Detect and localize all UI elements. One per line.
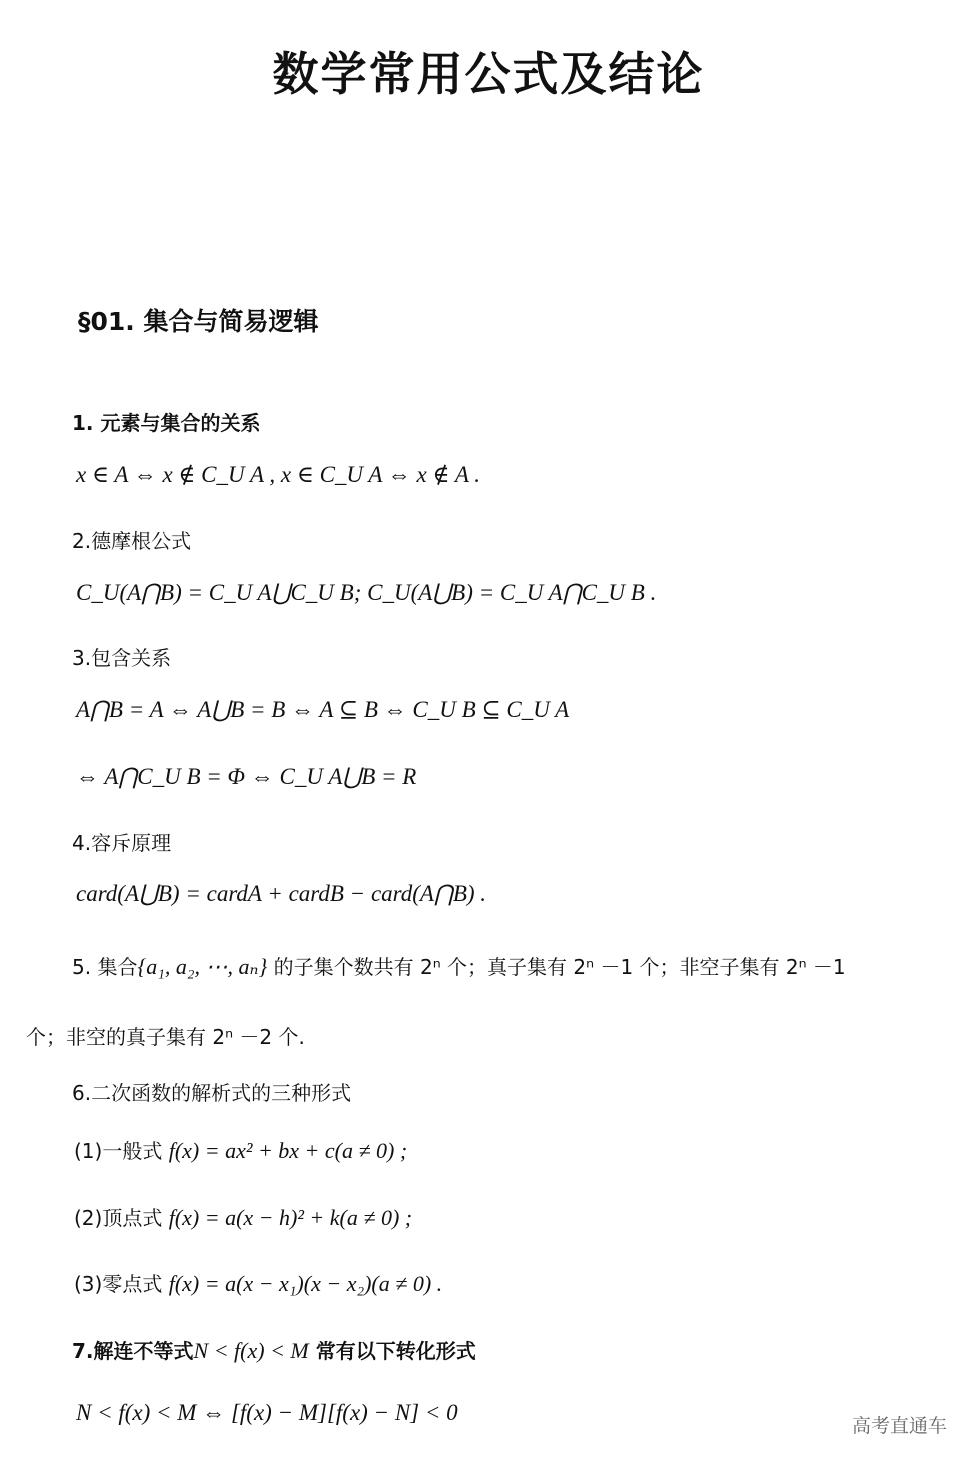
section-heading: §01. 集合与简易逻辑 — [78, 307, 319, 336]
item-5-text-b: 的子集个数共有 2ⁿ 个；真子集有 2ⁿ －1 个；非空子集有 2ⁿ －1 — [267, 955, 846, 979]
item-6-form-vertex-formula: f(x) = a(x − h)² + k(a ≠ 0) ; — [168, 1205, 413, 1230]
item-6-form-zeros-formula: f(x) = a(x − x₁)(x − x₂)(a ≠ 0) . — [168, 1271, 443, 1296]
item-3-formula: A⋂B = A ⇔ A⋃B = B ⇔ A ⊆ B ⇔ C_U B ⊆ C_U A — [76, 697, 570, 722]
item-2-heading: 2.德摩根公式 — [72, 529, 192, 553]
item-5-line-1 — [72, 951, 846, 980]
item-5-line-2: 个；非空的真子集有 2ⁿ －2 个. — [26, 1025, 305, 1049]
item-6-form-vertex — [74, 1202, 412, 1231]
item-1-heading: 1. 元素与集合的关系 — [72, 411, 261, 435]
item-6-form-vertex-label: (2)顶点式 — [74, 1206, 163, 1230]
item-6-form-general — [74, 1135, 407, 1164]
item-5-set-notation: {a₁, a₂, ⋯, aₙ} — [137, 954, 268, 979]
item-4-formula: card(A⋃B) = cardA + cardB − card(A⋂B) . — [76, 881, 487, 906]
item-5-text-a: 5. 集合 — [72, 955, 138, 979]
item-6-form-general-label: (1)一般式 — [74, 1139, 163, 1163]
item-7-heading — [72, 1335, 476, 1364]
item-3-formula-continued: ⇔ A⋂C_U B = Φ ⇔ C_U A⋃B = R — [76, 764, 417, 789]
item-3-heading: 3.包含关系 — [72, 646, 172, 670]
item-7-heading-a: 7.解连不等式 — [72, 1339, 194, 1363]
page-title: 数学常用公式及结论 — [272, 47, 705, 101]
item-6-heading: 6.二次函数的解析式的三种形式 — [72, 1081, 352, 1105]
item-1-formula: x ∈ A ⇔ x ∉ C_U A , x ∈ C_U A ⇔ x ∉ A . — [76, 462, 480, 487]
item-6-form-zeros — [74, 1268, 442, 1297]
item-6-form-general-formula: f(x) = ax² + bx + c(a ≠ 0) ; — [168, 1138, 408, 1163]
watermark: 高考直通车 — [851, 1415, 947, 1437]
item-7-formula: N < f(x) < M ⇔ [f(x) − M][f(x) − N] < 0 — [76, 1400, 458, 1425]
item-4-heading: 4.容斥原理 — [72, 831, 172, 855]
item-2-formula: C_U(A⋂B) = C_U A⋃C_U B; C_U(A⋃B) = C_U A⋂C_U B . — [76, 580, 657, 605]
item-7-heading-math: N < f(x) < M — [193, 1338, 309, 1363]
item-6-form-zeros-label: (3)零点式 — [74, 1272, 163, 1296]
item-7-heading-b: 常有以下转化形式 — [308, 1339, 476, 1363]
